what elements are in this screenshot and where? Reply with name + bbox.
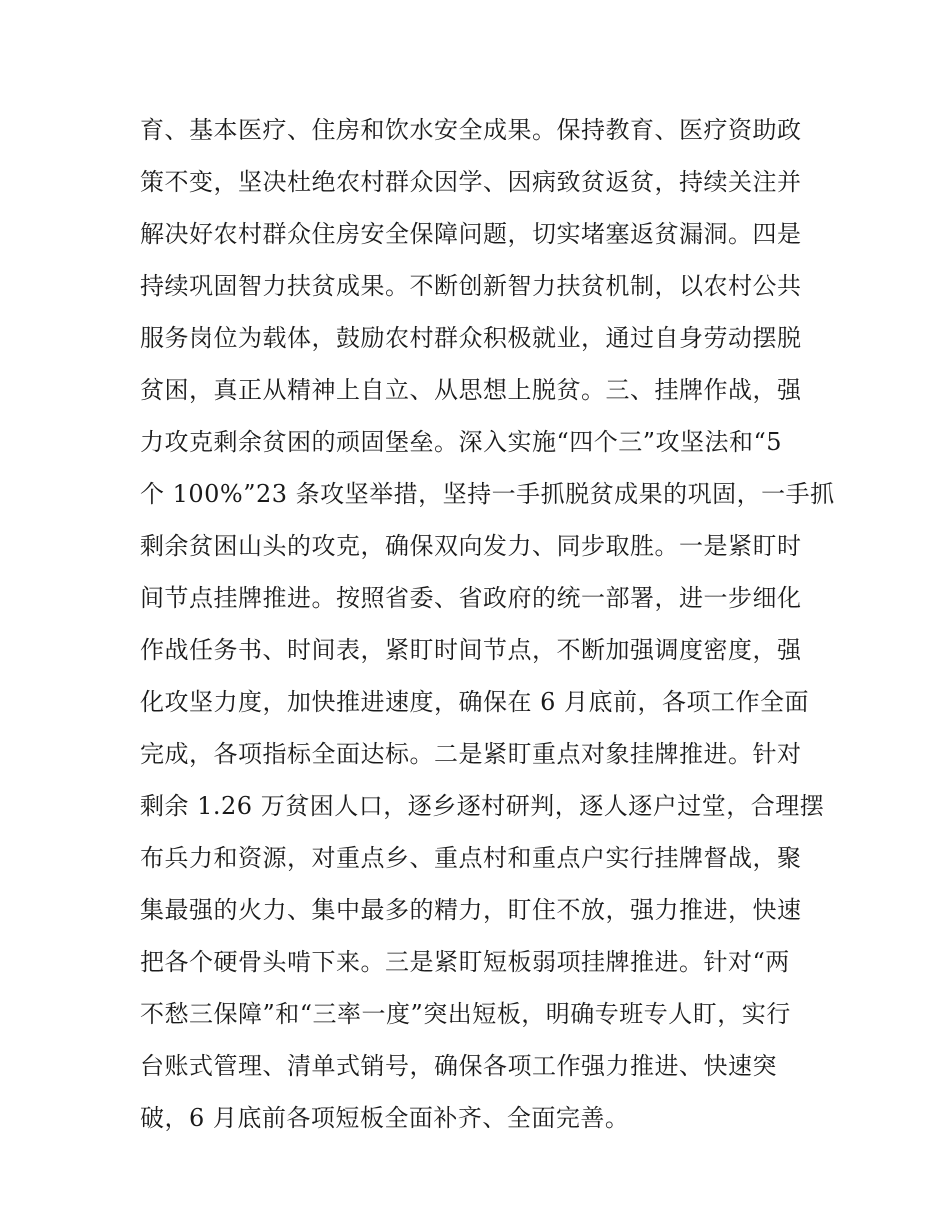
text-line: 化攻坚力度，加快推进速度，确保在 6 月底前，各项工作全面 [140, 688, 810, 716]
text-line: 个 100%”23 条攻坚举措，坚持一手抓脱贫成果的巩固，一手抓 [140, 480, 835, 508]
text-line: 把各个硬骨头啃下来。三是紧盯短板弱项挂牌推进。针对“两 [140, 948, 790, 976]
text-line: 持续巩固智力扶贫成果。不断创新智力扶贫机制，以农村公共 [140, 272, 802, 300]
text-line: 布兵力和资源，对重点乡、重点村和重点户实行挂牌督战，聚 [140, 844, 802, 872]
text-line: 剩余 1.26 万贫困人口，逐乡逐村研判，逐人逐户过堂，合理摆 [140, 792, 825, 820]
text-line: 力攻克剩余贫困的顽固堡垒。深入实施“四个三”攻坚法和“5 [140, 428, 783, 456]
text-line: 完成，各项指标全面达标。二是紧盯重点对象挂牌推进。针对 [140, 740, 802, 768]
text-line: 作战任务书、时间表，紧盯时间节点，不断加强调度密度，强 [140, 636, 802, 664]
text-line: 台账式管理、清单式销号，确保各项工作强力推进、快速突 [140, 1052, 777, 1080]
text-line: 间节点挂牌推进。按照省委、省政府的统一部署，进一步细化 [140, 584, 802, 612]
text-line: 集最强的火力、集中最多的精力，盯住不放，强力推进，快速 [140, 896, 802, 924]
text-line: 服务岗位为载体，鼓励农村群众积极就业，通过自身劳动摆脱 [140, 324, 802, 352]
document-body [140, 104, 835, 1144]
text-line: 不愁三保障”和“三率一度”突出短板，明确专班专人盯，实行 [140, 1000, 791, 1028]
text-line: 解决好农村群众住房安全保障问题，切实堵塞返贫漏洞。四是 [140, 220, 802, 248]
text-line: 剩余贫困山头的攻克，确保双向发力、同步取胜。一是紧盯时 [140, 532, 802, 560]
text-line: 策不变，坚决杜绝农村群众因学、因病致贫返贫，持续关注并 [140, 168, 802, 196]
text-line: 破，6 月底前各项短板全面补齐、全面完善。 [140, 1104, 630, 1132]
text-line: 育、基本医疗、住房和饮水安全成果。保持教育、医疗资助政 [140, 116, 802, 144]
text-line: 贫困，真正从精神上自立、从思想上脱贫。三、挂牌作战，强 [140, 376, 802, 404]
